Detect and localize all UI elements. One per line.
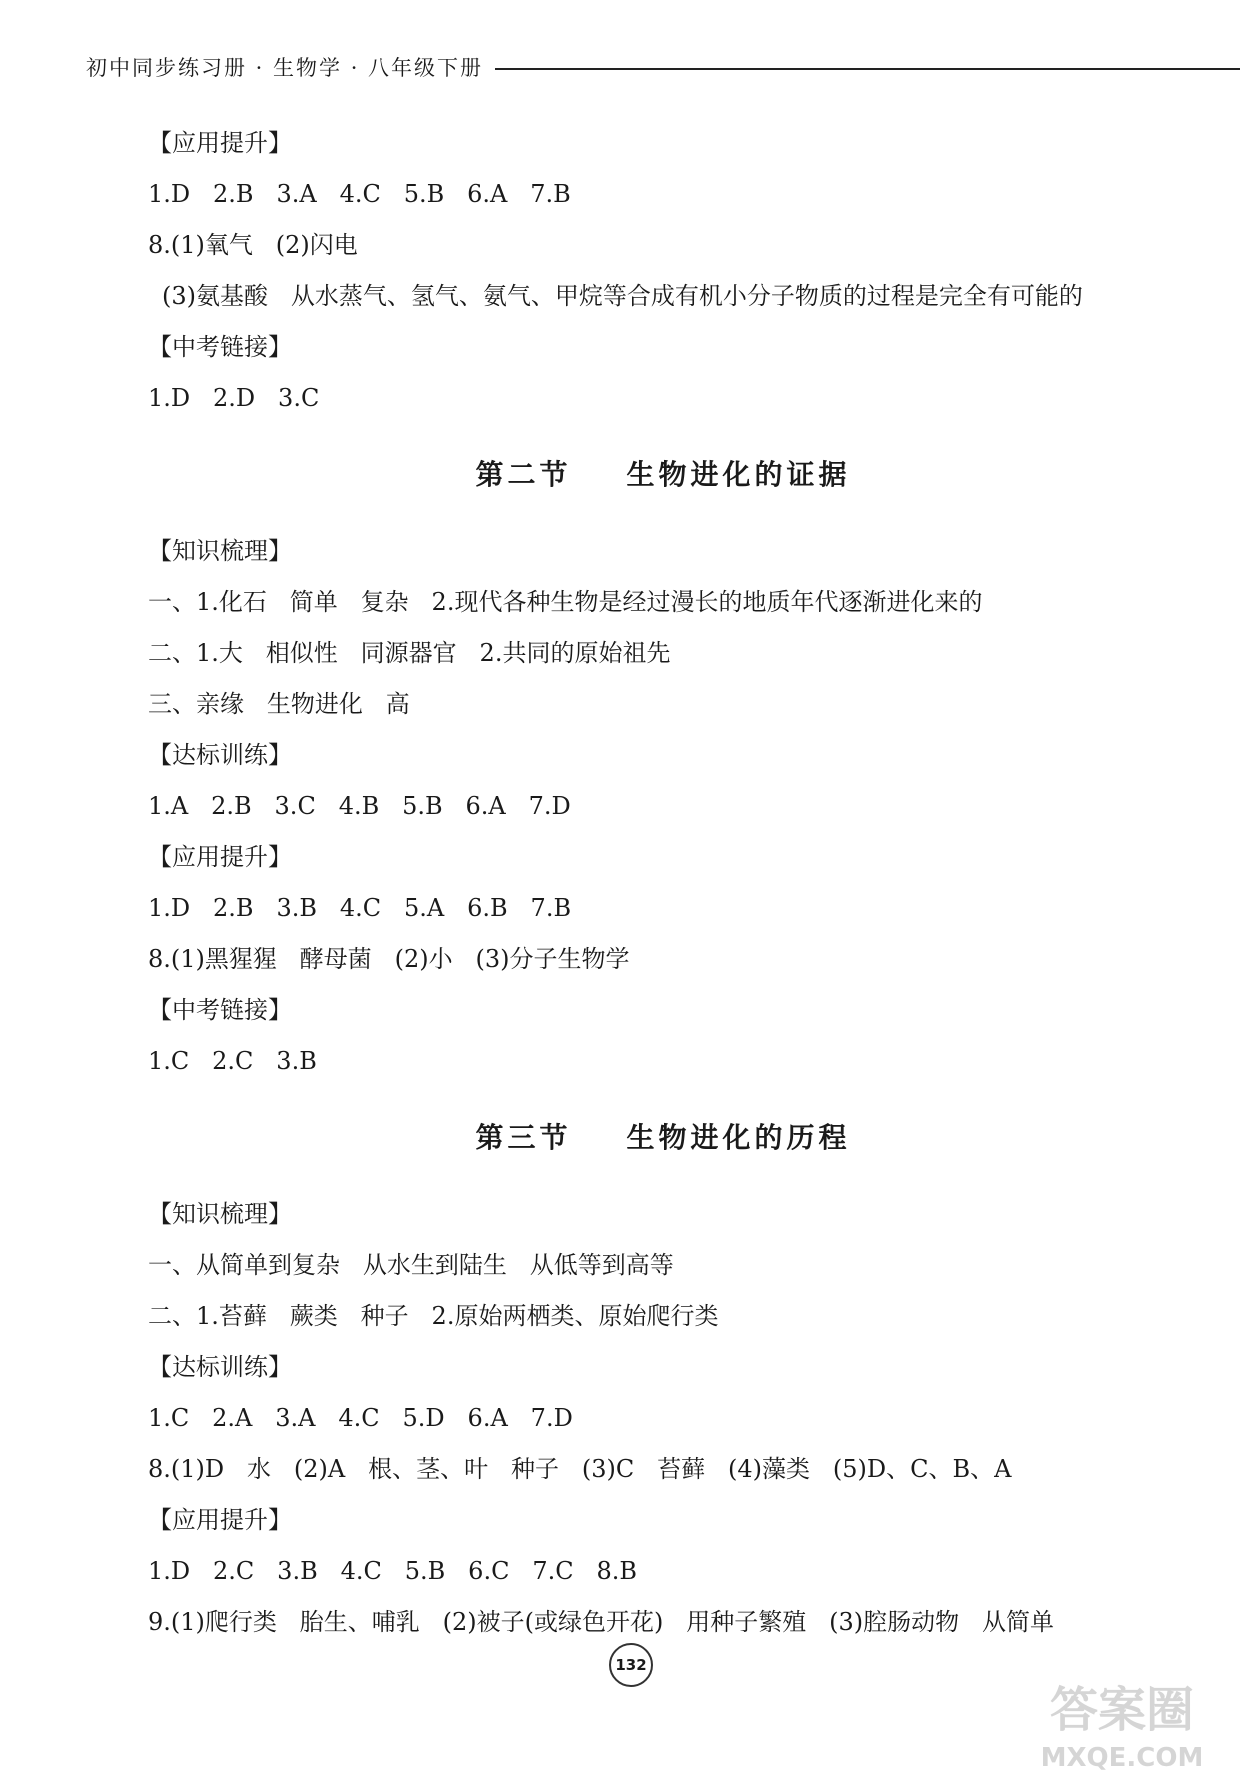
answer-line: 1.A 2.B 3.C 4.B 5.B 6.A 7.D (148, 792, 571, 820)
subsection-label: 【中考链接】 (148, 996, 292, 1024)
section-heading: 第三节 生物进化的历程 (475, 1121, 851, 1154)
subsection-label: 【知识梳理】 (148, 537, 292, 565)
answer-line: 8.(1)D 水 (2)A 根、茎、叶 种子 (3)C 苔藓 (4)藻类 (5)D、C、B、A (148, 1455, 1012, 1483)
answer-line: 二、1.苔藓 蕨类 种子 2.原始两栖类、原始爬行类 (148, 1302, 719, 1330)
answer-line: 1.D 2.D 3.C (148, 384, 320, 412)
answer-line: 1.D 2.B 3.A 4.C 5.B 6.A 7.B (148, 180, 571, 208)
subsection-label: 【应用提升】 (148, 843, 292, 871)
watermark-logo (1022, 1668, 1222, 1778)
subsection-label: 【应用提升】 (148, 129, 292, 157)
watermark-text-top: 答案圈 (1049, 1682, 1195, 1738)
watermark-text-bottom: MXQE.COM (1040, 1743, 1204, 1773)
subsection-label: 【中考链接】 (148, 333, 292, 361)
subsection-label: 【达标训练】 (148, 741, 292, 769)
subsection-label: 【应用提升】 (148, 1506, 292, 1534)
page-number-badge (609, 1643, 653, 1687)
subsection-label: 【知识梳理】 (148, 1200, 292, 1228)
answer-line: 三、亲缘 生物进化 高 (148, 690, 410, 718)
answer-line: 9.(1)爬行类 胎生、哺乳 (2)被子(或绿色开花) 用种子繁殖 (3)腔肠动物 从简单 (148, 1608, 1055, 1636)
running-header (86, 52, 1240, 82)
answer-line: 1.C 2.C 3.B (148, 1047, 317, 1075)
page-number: 132 (615, 1656, 647, 1674)
answer-line: 1.D 2.C 3.B 4.C 5.B 6.C 7.C 8.B (148, 1557, 637, 1585)
answer-line: (3)氨基酸 从水蒸气、氢气、氨气、甲烷等合成有机小分子物质的过程是完全有可能的 (162, 282, 1083, 310)
answer-line: 二、1.大 相似性 同源器官 2.共同的原始祖先 (148, 639, 671, 667)
answer-line: 8.(1)氧气 (2)闪电 (148, 231, 358, 259)
answer-content (148, 118, 1148, 1648)
subsection-label: 【达标训练】 (148, 1353, 292, 1381)
answer-line: 8.(1)黑猩猩 酵母菌 (2)小 (3)分子生物学 (148, 945, 630, 973)
answer-line: 1.C 2.A 3.A 4.C 5.D 6.A 7.D (148, 1404, 573, 1432)
answer-line: 一、从简单到复杂 从水生到陆生 从低等到高等 (148, 1251, 674, 1279)
answer-line: 一、1.化石 简单 复杂 2.现代各种生物是经过漫长的地质年代逐渐进化来的 (148, 588, 983, 616)
answer-line: 1.D 2.B 3.B 4.C 5.A 6.B 7.B (148, 894, 572, 922)
section-heading: 第二节 生物进化的证据 (475, 458, 851, 491)
header-rule (495, 68, 1240, 70)
header-title: 初中同步练习册 · 生物学 · 八年级下册 (86, 56, 484, 80)
